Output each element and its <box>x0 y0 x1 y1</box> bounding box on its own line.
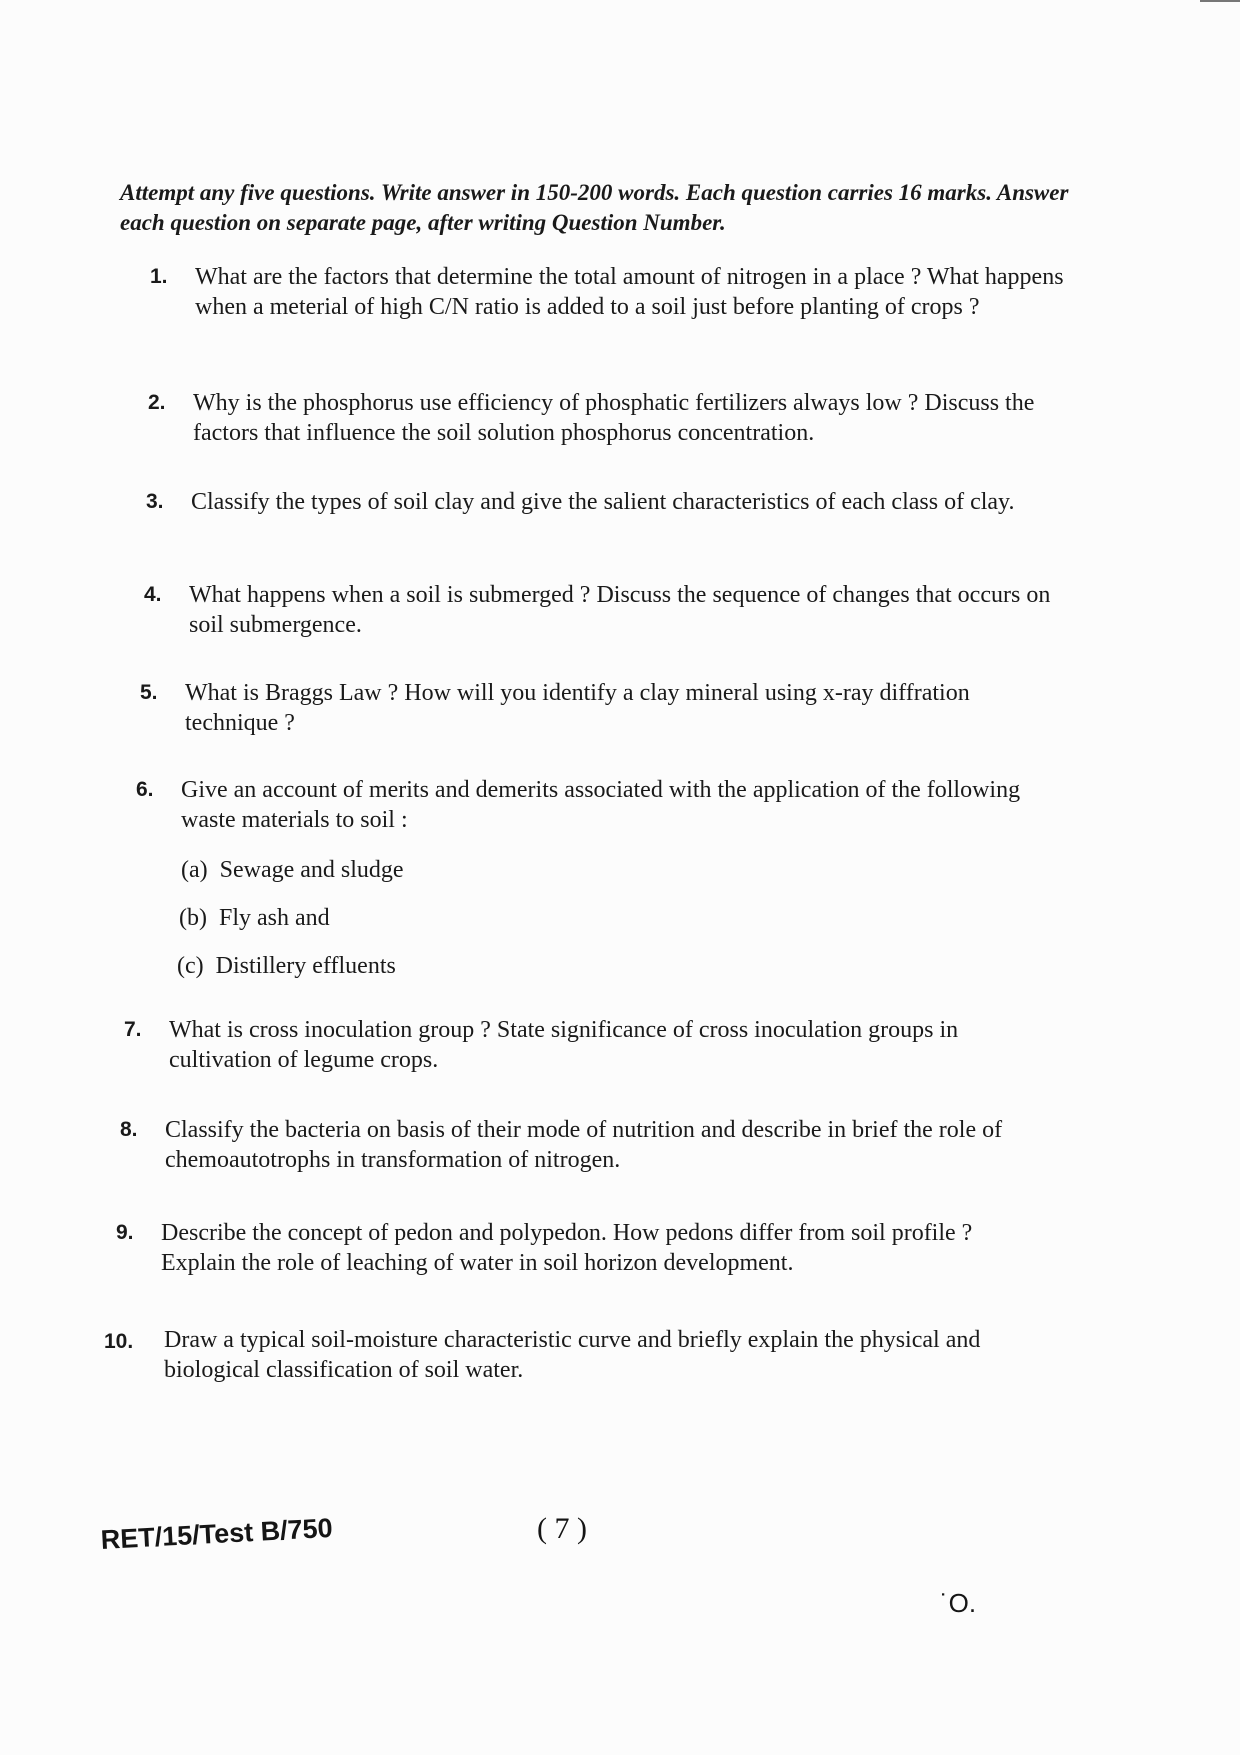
question-text: Classify the bacteria on basis of their mode of nutrition and describe in brief the role of chemoautotrophs in transformation of nitrogen. <box>165 1117 1003 1173</box>
subitem-a: (a) Sewage and sludge <box>181 857 404 883</box>
question-text: Classify the types of soil clay and give the salient characteristics of each class of clay. <box>191 489 1015 515</box>
instructions: Attempt any five questions. Write answer in 150-200 words. Each question carries 16 marks. Answer each question on separate page, after writing Question Number. <box>120 180 1069 235</box>
question-text: What happens when a soil is submerged ? Discuss the sequence of changes that occurs on soil submergence. <box>189 582 1051 638</box>
subitem-c: (c) Distillery effluents <box>177 953 396 979</box>
question-text: Draw a typical soil-moisture characteristic curve and briefly explain the physical and biological classification of soil water. <box>164 1327 981 1383</box>
paper-code: RET/15/Test B/750 <box>100 1512 334 1555</box>
question-number: 1. <box>150 265 168 288</box>
question-text: What is cross inoculation group ? State significance of cross inoculation groups in cultivation of legume crops. <box>169 1017 959 1073</box>
subitem-b: (b) Fly ash and <box>179 905 330 931</box>
question-number: 4. <box>144 583 162 606</box>
question-text: Describe the concept of pedon and polypedon. How pedons differ from soil profile ? Explain the role of leaching of water in soil horizon development. <box>161 1220 973 1276</box>
question-text: What is Braggs Law ? How will you identify a clay mineral using x-ray diffration technique ? <box>185 680 970 736</box>
question-number: 7. <box>124 1018 142 1041</box>
question-number: 5. <box>140 681 158 704</box>
question-text: Give an account of merits and demerits associated with the application of the following waste materials to soil : <box>181 777 1021 833</box>
question-text: Why is the phosphorus use efficiency of phosphatic fertilizers always low ? Discuss the factors that influence the soil solution phosphorus concentration. <box>193 390 1035 446</box>
question-number: 2. <box>148 391 166 414</box>
question-number: 6. <box>136 778 154 801</box>
question-number: 8. <box>120 1118 138 1141</box>
question-text: What are the factors that determine the total amount of nitrogen in a place ? What happens when a meterial of high C/N ratio is added to a soil just before planting of crops ? <box>195 264 1064 320</box>
question-number: 3. <box>146 490 164 513</box>
page-number: ( 7 ) <box>537 1512 587 1545</box>
corner-mark: ˙O. <box>940 1588 977 1618</box>
top-rule <box>1200 0 1240 2</box>
question-number: 9. <box>116 1221 134 1244</box>
question-number: 10. <box>104 1330 134 1353</box>
